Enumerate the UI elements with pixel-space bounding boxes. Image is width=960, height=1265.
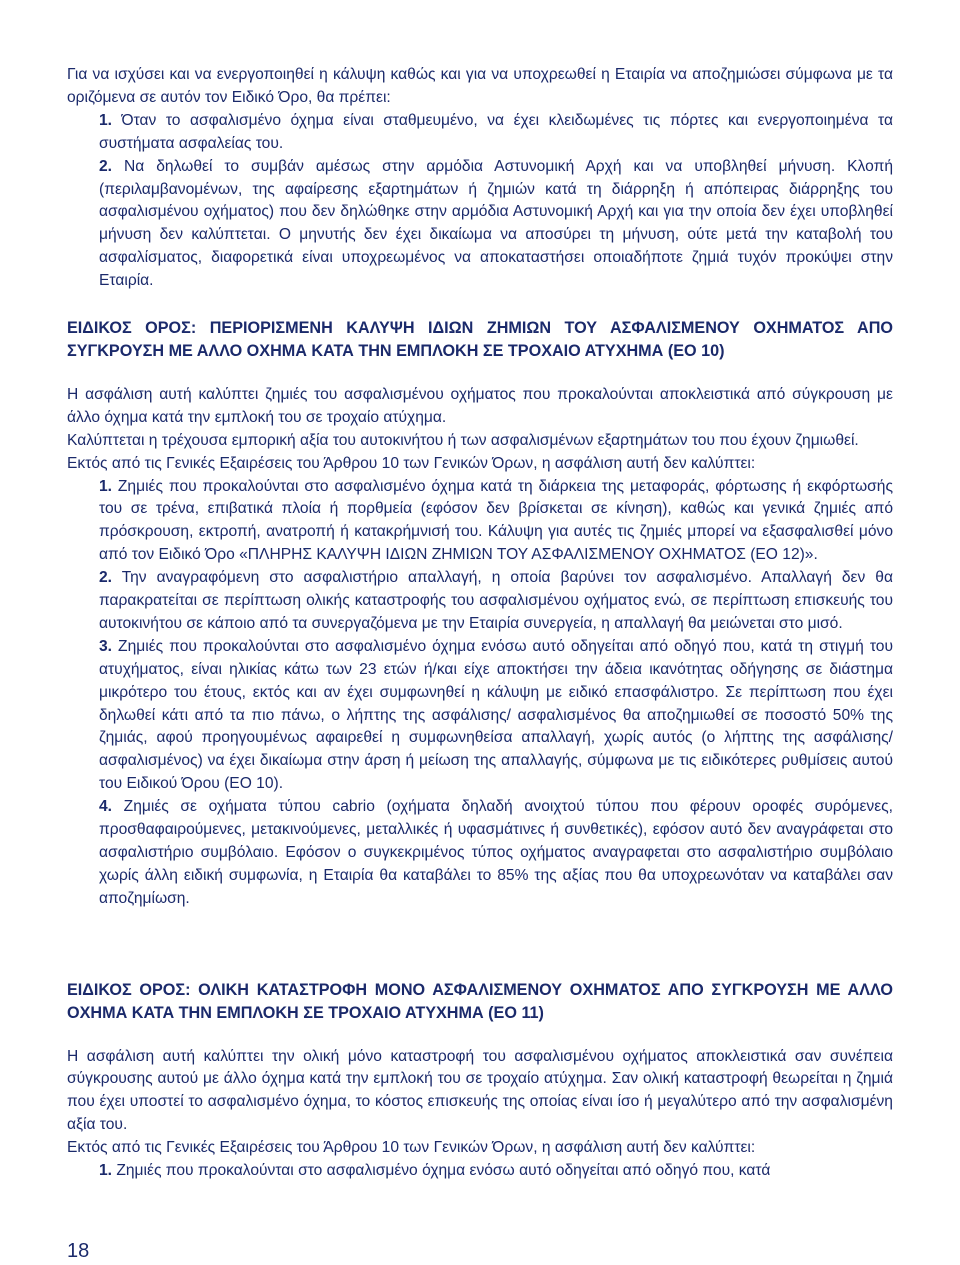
- section10-paragraph-2: Καλύπτεται η τρέχουσα εμπορική αξία του αυτοκινήτου ή των ασφαλισμένων εξαρτημάτων του που έχουν ζημιωθεί.: [67, 431, 859, 449]
- item-text: Ζημιές που προκαλούνται στο ασφαλισμένο όχημα κατά τη διάρκεια της μεταφοράς, φόρτωσης ή εκφόρτωσής του σε τρένα, επιβατικά πλοία ή πορθμεία (εφόσον δεν βρίσκεται σε κίνηση), καθώς και γενικά ζημιές από πρόσκρουση, εκτροπή, ανατροπή ή κατακρήμνισή του. Κάλυψη για αυτές τις ζημιές μπορεί να εξασφαλισθεί μόνο από τον Ειδικό Όρο «ΠΛΗΡΗΣ ΚΑΛΥΨΗ ΙΔΙΩΝ ΖΗΜΙΩΝ ΤΟΥ ΑΣΦΑΛΙΣΜΕΝΟΥ ΟΧΗΜΑΤΟΣ (ΕΟ 12)».: [99, 477, 893, 564]
- section10-paragraph-3: Εκτός από τις Γενικές Εξαιρέσεις του Άρθρου 10 των Γενικών Όρων, η ασφάλιση αυτή δεν καλύπτει:: [67, 454, 756, 472]
- section10-paragraph-1: Η ασφάλιση αυτή καλύπτει ζημιές του ασφαλισμένου οχήματος που προκαλούνται αποκλειστικά από σύγκρουση με άλλο όχημα κατά την εμπλοκή του σε τροχαίο ατύχημα.: [67, 385, 893, 426]
- list-item: [67, 156, 893, 293]
- item-number: 1.: [99, 1162, 113, 1180]
- item-text: Όταν το ασφαλισμένο όχημα είναι σταθμευμένο, να έχει κλειδωμένες τις πόρτες και ενεργοποιημένα τα συστήματα ασφαλείας του.: [99, 111, 893, 152]
- list-item: [67, 636, 893, 796]
- item-number: 1.: [99, 111, 113, 129]
- list-item: [67, 796, 893, 911]
- item-text: Την αναγραφόμενη στο ασφαλιστήριο απαλλαγή, η οποία βαρύνει τον ασφαλισμένο. Απαλλαγή δεν θα παρακρατείται σε περίπτωση ολικής καταστροφής του ασφαλισμένου οχήματος ενώ, σε περίπτωση επισκευής του αυτοκινήτου σε κάποιο από τα συνεργαζόμενα με την Εταιρία συνεργεία, η απαλλαγή θα μειώνεται στο μισό.: [99, 569, 893, 632]
- document-page: [67, 64, 893, 1183]
- item-number: 1.: [99, 477, 113, 495]
- section-heading-eo11: ΕΙΔΙΚΟΣ ΟΡΟΣ: ΟΛΙΚΗ ΚΑΤΑΣΤΡΟΦΗ ΜΟΝΟ ΑΣΦΑΛΙΣΜΕΝΟΥ ΟΧΗΜΑΤΟΣ ΑΠΟ ΣΥΓΚΡΟΥΣΗ ΜΕ ΑΛΛΟ ΟΧΗΜΑ ΚΑΤΑ ΤΗΝ ΕΜΠΛΟΚΗ ΣΕ ΤΡΟΧΑΙΟ ΑΤΥΧΗΜΑ (ΕΟ 11): [67, 980, 893, 1022]
- item-text: Ζημιές που προκαλούνται στο ασφαλισμένο όχημα ενόσω αυτό οδηγείται από οδηγό που, κατά τη στιγμή του ατυχήματος, είναι ηλικίας κάτω των 23 ετών ή/και είχε αποκτήσει την άδεια ικανότητας οδήγησης σε διάστημα μικρότερο του έτους, εκτός και αν έχει συμφωνηθεί η κάλυψη με ειδικό επασφάλιστρο. Σε περίπτωση που έχει δηλωθεί κάτι από τα πιο πάνω, ο λήπτης της ασφάλισης/ ασφαλισμένος θα αποζημιωθεί σε ποσοστό 50% της ζημιάς, αφού προηγουμένως αφαιρεθεί η συμφωνηθείσα απαλλαγή, χωρίς αυτός (ο λήπτης της ασφάλισης/ασφαλισμένος) να έχει δικαίωμα στην άρση ή μείωση της απαλλαγής, σύμφωνα με τις ειδικότερες ρυθμίσεις αυτού του Ειδικού Όρου (ΕΟ 10).: [99, 637, 893, 793]
- section11-paragraph-1: Η ασφάλιση αυτή καλύπτει την ολική μόνο καταστροφή του ασφαλισμένου οχήματος αποκλειστικά σαν συνέπεια σύγκρουσης αυτού με άλλο όχημα κατά την εμπλοκή του σε τροχαίο ατύχημα. Σαν ολική καταστροφή θεωρείται η ζημιά που έχει υποστεί το ασφαλισμένο όχημα, το κόστος επισκευής της οποίας είναι ίσο ή μεγαλύτερο από την ασφαλισμένη αξία του.: [67, 1047, 893, 1134]
- item-number: 2.: [99, 157, 113, 175]
- item-number: 2.: [99, 569, 113, 587]
- section11-paragraph-2: Εκτός από τις Γενικές Εξαιρέσεις του Άρθρου 10 των Γενικών Όρων, η ασφάλιση αυτή δεν καλύπτει:: [67, 1139, 756, 1157]
- item-text: Ζημιές σε οχήματα τύπου cabrio (οχήματα δηλαδή ανοιχτού τύπου που φέρουν οροφές συρόμενες, προσθαφαιρούμενες, μετακινούμενες, μεταλλικές ή υφασμάτινες ή συνθετικές), εφόσον αυτό δεν αναγράφεται στο ασφαλιστήριο συμβόλαιο. Εφόσον ο συγκεκριμένος τύπος οχήματος αναγραφεται στο ασφαλιστήριο συμβόλαιο χωρίς άλλη ειδική συμφωνία, η Εταιρία θα καταβάλει το 85% της αξίας που θα υποχρεωνόταν να καταβάλει σαν αποζημίωση.: [99, 798, 893, 907]
- list-item: [67, 476, 893, 568]
- item-number: 4.: [99, 798, 113, 816]
- section-heading-eo10: ΕΙΔΙΚΟΣ ΟΡΟΣ: ΠΕΡΙΟΡΙΣΜΕΝΗ ΚΑΛΥΨΗ ΙΔΙΩΝ ΖΗΜΙΩΝ ΤΟΥ ΑΣΦΑΛΙΣΜΕΝΟΥ ΟΧΗΜΑΤΟΣ ΑΠΟ ΣΥΓΚΡΟΥΣΗ ΜΕ ΑΛΛΟ ΟΧΗΜΑ ΚΑΤΑ ΤΗΝ ΕΜΠΛΟΚΗ ΣΕ ΤΡΟΧΑΙΟ ΑΤΥΧΗΜΑ (ΕΟ 10): [67, 319, 893, 360]
- list-item: [67, 567, 893, 636]
- item-number: 3.: [99, 637, 113, 655]
- item-text: Ζημιές που προκαλούνται στο ασφαλισμένο όχημα ενόσω αυτό οδηγείται από οδηγό που, κατά: [116, 1162, 771, 1180]
- list-item: [67, 110, 893, 156]
- item-text: Να δηλωθεί το συμβάν αμέσως στην αρμόδια Αστυνομική Αρχή και να υποβληθεί μήνυση. Κλοπή (περιλαμβανομένων, της αφαίρεσης εξαρτημάτων ή ζημιών κατά τη διάρρηξη ή απόπειρας διάρρηξης του ασφαλισμένου οχήματος) που δεν δηλώθηκε στην αρμόδια Αστυνομική Αρχή και για την οποία δεν έχει υποβληθεί μήνυση δεν καλύπτεται. Ο μηνυτής δεν έχει δικαίωμα να αποσύρει τη μήνυση, ούτε μετά την καταβολή του ασφαλίσματος, διαφορετικά είναι υποχρεωμένος να αποκαταστήσει οποιαδήποτε ζημιά τυχόν προκύψει στην Εταιρία.: [99, 157, 893, 290]
- intro-paragraph: Για να ισχύσει και να ενεργοποιηθεί η κάλυψη καθώς και για να υποχρεωθεί η Εταιρία να αποζημιώσει σύμφωνα με τα οριζόμενα σε αυτόν τον Ειδικό Όρο, θα πρέπει:: [67, 66, 893, 106]
- page-number: 18: [67, 1240, 90, 1262]
- list-item: [67, 1160, 893, 1183]
